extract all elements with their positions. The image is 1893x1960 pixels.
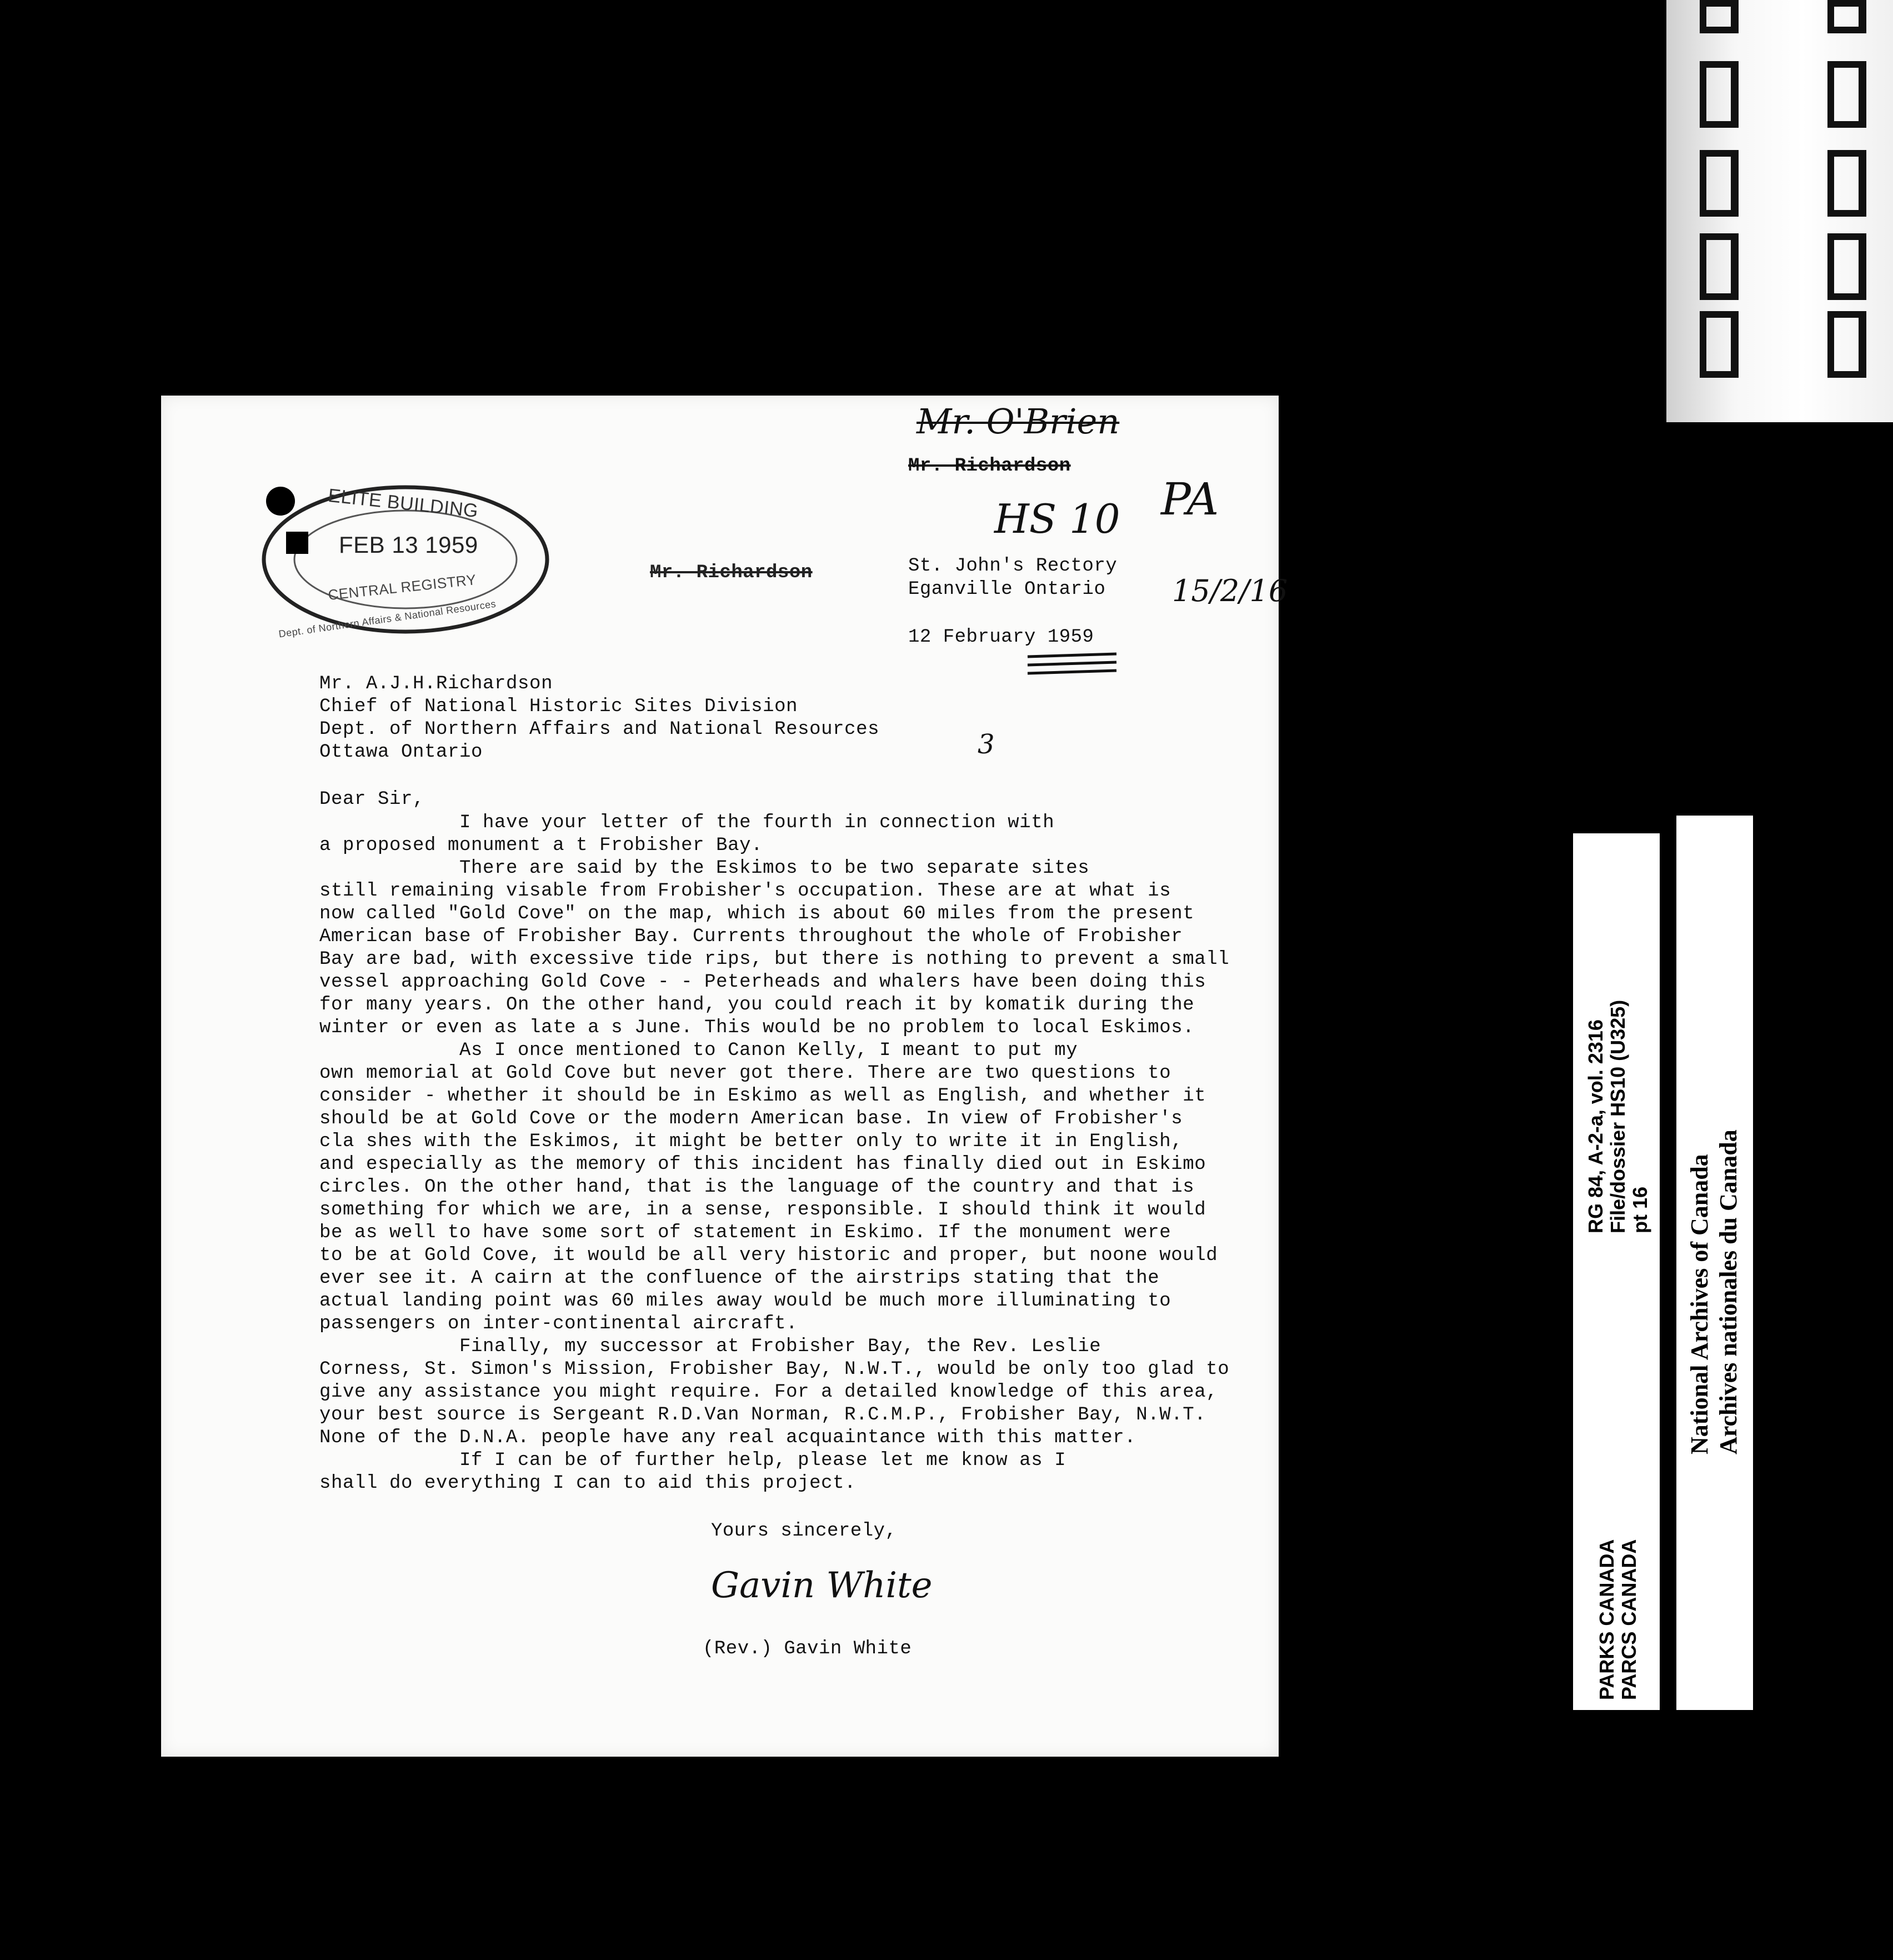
archives-name-fr: Archives nationales du Canada xyxy=(1715,1129,1742,1454)
film-frame-counter-strip xyxy=(1666,0,1893,422)
date-note-annotation: 15/2/16 xyxy=(1172,573,1288,608)
body-line: own memorial at Gold Cove but never got there. There are two questions to xyxy=(319,1063,1171,1084)
body-line: your best source is Sergeant R.D.Van Norman, R.C.M.P., Frobisher Bay, N.W.T. xyxy=(319,1404,1206,1426)
body-line: ever see it. A cairn at the confluence of the airstrips stating that the xyxy=(319,1268,1160,1289)
recipient-line: Dept. of Northern Affairs and National Resources xyxy=(319,719,880,740)
letter-date: 12 February 1959 xyxy=(908,627,1094,648)
frame-digit xyxy=(1827,311,1866,378)
frame-digit xyxy=(1827,61,1866,128)
body-line: I have your letter of the fourth in connection with xyxy=(319,812,1055,833)
return-address-line1: St. John's Rectory xyxy=(908,556,1118,577)
body-line: something for which we are, in a sense, responsible. I should think it would xyxy=(319,1199,1206,1221)
body-line: for many years. On the other hand, you could reach it by komatik during the xyxy=(319,994,1195,1016)
return-address-line2: Eganville Ontario xyxy=(908,579,1106,600)
body-line: should be at Gold Cove or the modern American base. In view of Frobisher's xyxy=(319,1108,1183,1129)
body-line: Bay are bad, with excessive tide rips, but there is nothing to prevent a small xyxy=(319,949,1230,970)
initials-annotation: PA xyxy=(1161,473,1219,525)
crossed-handwritten-name: Mr. O'Brien xyxy=(917,401,1120,442)
body-line: now called "Gold Cove" on the map, which is about 60 miles from the present xyxy=(319,903,1195,924)
archive-reference-label xyxy=(1573,833,1660,1710)
stamp-date: FEB 13 1959 xyxy=(339,532,478,558)
frame-digit xyxy=(1700,61,1739,128)
small-note-annotation: 3 xyxy=(978,729,995,760)
file-code-annotation: HS 10 xyxy=(994,496,1120,542)
body-line: be as well to have some sort of statement in Eskimo. If the monument were xyxy=(319,1222,1171,1243)
body-line: As I once mentioned to Canon Kelly, I meant to put my xyxy=(319,1040,1078,1061)
stamp-building: ELITE BUILDING xyxy=(327,484,479,522)
body-line: cla shes with the Eskimos, it might be better only to write it in English, xyxy=(319,1131,1183,1152)
body-line: vessel approaching Gold Cove - - Peterheads and whalers have been doing this xyxy=(319,972,1206,993)
body-line: actual landing point was 60 miles away would be much more illuminating to xyxy=(319,1291,1171,1312)
body-line: There are said by the Eskimos to be two separate sites xyxy=(319,858,1090,879)
org-name-fr: PARCS CANADA xyxy=(1617,1539,1640,1700)
archive-ref-line2: File/dossier HS10 (U325) xyxy=(1606,999,1629,1233)
frame-digit xyxy=(1700,233,1739,300)
body-line: winter or even as late a s June. This would be no problem to local Eskimos. xyxy=(319,1017,1195,1038)
frame-digit xyxy=(1827,233,1866,300)
stamp-registry: CENTRAL REGISTRY xyxy=(327,571,477,603)
frame-digit xyxy=(1827,0,1866,33)
frame-digit xyxy=(1700,0,1739,33)
org-name-en: PARKS CANADA xyxy=(1595,1539,1618,1700)
body-line: passengers on inter-continental aircraft. xyxy=(319,1313,798,1334)
frame-digit xyxy=(1827,150,1866,217)
body-line: shall do everything I can to aid this project. xyxy=(319,1473,857,1494)
letter-page xyxy=(161,396,1288,1757)
recipient-line: Ottawa Ontario xyxy=(319,742,483,763)
recipient-line: Chief of National Historic Sites Division xyxy=(319,696,798,717)
salutation: Dear Sir, xyxy=(319,789,425,810)
signer-name: (Rev.) Gavin White xyxy=(703,1638,912,1659)
body-line: None of the D.N.A. people have any real acquaintance with this matter. xyxy=(319,1427,1136,1448)
body-line: consider - whether it should be in Eskimo as well as English, and whether it xyxy=(319,1086,1206,1107)
closing: Yours sincerely, xyxy=(711,1521,897,1542)
crossed-typed-name: Mr. Richardson xyxy=(908,456,1071,477)
national-archives-label xyxy=(1676,816,1753,1710)
archives-name-en: National Archives of Canada xyxy=(1686,1154,1713,1454)
body-line: and especially as the memory of this incident has finally died out in Eskimo xyxy=(319,1154,1206,1175)
body-line: If I can be of further help, please let me know as I xyxy=(319,1450,1066,1471)
stamp-dept: Dept. of Northern Affairs & National Resources xyxy=(278,598,497,640)
frame-digit xyxy=(1700,311,1739,378)
archive-ref-line3: pt 16 xyxy=(1629,1186,1651,1233)
body-line: American base of Frobisher Bay. Currents throughout the whole of Frobisher xyxy=(319,926,1183,947)
body-line: to be at Gold Cove, it would be all very historic and proper, but noone would xyxy=(319,1245,1218,1266)
recipient-line: Mr. A.J.H.Richardson xyxy=(319,673,553,694)
date-underline-marks xyxy=(1025,651,1119,679)
signature: Gavin White xyxy=(711,1565,933,1606)
crossed-left-note: Mr. Richardson xyxy=(650,562,813,583)
frame-digit xyxy=(1700,150,1739,217)
body-line: give any assistance you might require. For a detailed knowledge of this area, xyxy=(319,1382,1218,1403)
body-line: still remaining visable from Frobisher's occupation. These are at what is xyxy=(319,881,1171,902)
body-line: a proposed monument a t Frobisher Bay. xyxy=(319,835,763,856)
body-line: Finally, my successor at Frobisher Bay, the Rev. Leslie xyxy=(319,1336,1101,1357)
body-line: circles. On the other hand, that is the language of the country and that is xyxy=(319,1177,1195,1198)
archive-ref-line1: RG 84, A-2-a, vol. 2316 xyxy=(1584,1019,1607,1233)
body-line: Corness, St. Simon's Mission, Frobisher Bay, N.W.T., would be only too glad to xyxy=(319,1359,1230,1380)
